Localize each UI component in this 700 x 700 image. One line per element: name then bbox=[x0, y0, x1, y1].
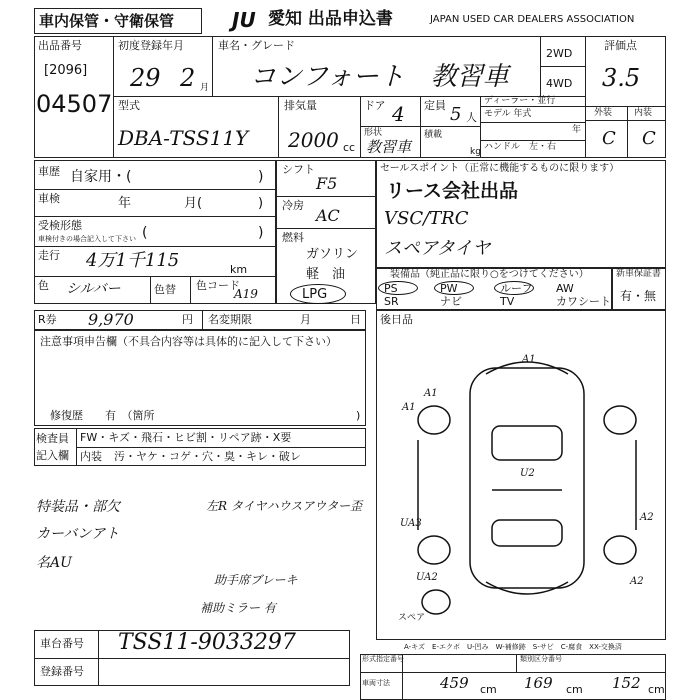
damage-mark-left-door: UA3 bbox=[400, 518, 422, 529]
inspector-row2-label: 内装 bbox=[80, 450, 102, 463]
color-label: 色 bbox=[38, 279, 49, 292]
later-items-label: 後日品 bbox=[380, 313, 413, 326]
remark-right-2: 助手席ブレーキ bbox=[214, 573, 298, 587]
equipment-item: ナビ bbox=[440, 295, 462, 308]
exterior-grade: C bbox=[602, 128, 616, 149]
fuel-label: 燃料 bbox=[282, 231, 304, 244]
equipment-item: ルーフ bbox=[500, 282, 533, 295]
recycle-label: R券 bbox=[38, 313, 57, 326]
color-code-value: A19 bbox=[234, 287, 258, 301]
sales-point-line3: スペアタイヤ bbox=[384, 238, 491, 259]
equipment-item: TV bbox=[500, 295, 515, 308]
spare-label: スペア bbox=[398, 613, 426, 623]
model-year-unit: 年 bbox=[572, 125, 582, 135]
sales-point-line1: リース会社出品 bbox=[386, 180, 519, 202]
damage-legend: A-キズ E-エクボ U-凹み W-補修跡 S-サビ C-腐食 XX-交換済 bbox=[404, 643, 622, 651]
equipment-item: AW bbox=[556, 282, 574, 295]
inspection-label: 車検 bbox=[38, 192, 60, 205]
dealer-label: ディーラー・並行 bbox=[484, 96, 556, 106]
receive-open: ( bbox=[142, 225, 148, 241]
car-rear-window bbox=[492, 520, 562, 546]
name-change-day: 日 bbox=[350, 313, 361, 326]
recycle-row bbox=[34, 310, 366, 330]
receive-note: 車検付きの場合記入して下さい bbox=[38, 235, 136, 243]
equipment-circle bbox=[494, 281, 534, 295]
spare-tire-icon bbox=[422, 590, 450, 614]
name-change-label: 名変期限 bbox=[208, 313, 252, 326]
brand-english: JAPAN USED CAR DEALERS ASSOCIATION bbox=[430, 14, 635, 25]
equipment-circle bbox=[378, 281, 418, 295]
yen-unit: 円 bbox=[182, 313, 193, 326]
door-value: 4 bbox=[392, 102, 405, 126]
load-label: 積載 bbox=[424, 130, 443, 140]
inspector-row1: FW・キズ・飛石・ヒビ割・リペア跡・X要 bbox=[80, 431, 292, 444]
first-reg-label: 初度登録年月 bbox=[118, 39, 184, 52]
grade-label: 評価点 bbox=[604, 39, 637, 52]
declaration-label: 注意事項申告欄（不具合内容等は具体的に記入して下さい） bbox=[40, 335, 337, 348]
inspector-label-2: 記入欄 bbox=[36, 449, 69, 462]
displacement-unit: cc bbox=[343, 141, 356, 154]
equipment-item: PS bbox=[384, 282, 398, 295]
receive-close: ) bbox=[258, 225, 264, 241]
interior-label: 内装 bbox=[634, 108, 653, 118]
recycle-amount: 9,970 bbox=[88, 310, 134, 329]
grade-value: 3.5 bbox=[602, 64, 641, 92]
inspector-label-1: 検査員 bbox=[36, 432, 69, 445]
shape-label: 形状 bbox=[364, 128, 383, 138]
car-damage-diagram bbox=[396, 340, 658, 630]
remark-left-3: 名AU bbox=[36, 555, 72, 571]
model-label: 車名・グレード bbox=[218, 39, 295, 52]
equipment-label: 装備品（純正品に限り○をつけてください） bbox=[390, 269, 589, 280]
storage-label-box bbox=[34, 8, 202, 34]
damage-mark-front: A1 bbox=[522, 354, 536, 365]
dimension-width: 169 bbox=[524, 674, 553, 692]
mileage-value: 4万1千115 bbox=[86, 250, 180, 271]
remark-right-1: 左R タイヤハウスアウター歪 bbox=[206, 499, 363, 513]
spec-label: 形式指定番号 bbox=[362, 655, 404, 663]
usage-value: 自家用・( bbox=[70, 169, 132, 185]
category-label: 類別区分番号 bbox=[520, 655, 562, 663]
warranty-options: 有・無 bbox=[620, 289, 657, 303]
first-reg-year: 29 bbox=[130, 64, 161, 92]
aircon-value: AC bbox=[316, 206, 340, 225]
fuel-lpg: LPG bbox=[302, 287, 328, 302]
wheel-front-left-icon bbox=[418, 406, 450, 434]
dimension-unit-2: cm bbox=[566, 683, 583, 696]
usage-label: 車歴 bbox=[38, 165, 60, 178]
remark-left-2: カーバンアト bbox=[36, 526, 120, 542]
fuel-diesel: 軽 油 bbox=[306, 267, 346, 282]
brand-title: 愛知 出品申込書 bbox=[268, 9, 393, 29]
repair-label: 修復歴 有 （箇所 bbox=[50, 409, 155, 422]
receive-label: 受検形態 bbox=[38, 219, 82, 232]
sales-point-label: セールスポイント（正常に機能するものに限ります） bbox=[380, 163, 620, 174]
inspection-year-unit: 年 bbox=[118, 196, 132, 211]
drive-4wd: 4WD bbox=[546, 77, 573, 90]
fuel-gasoline: ガソリン bbox=[306, 247, 359, 262]
type-label: 型式 bbox=[118, 99, 140, 112]
inspector-row2: 汚・ヤケ・コゲ・穴・臭・キレ・破レ bbox=[114, 450, 301, 463]
damage-mark-rr: A2 bbox=[630, 576, 644, 587]
warranty-label: 新車保証書 bbox=[616, 269, 662, 279]
equipment-item: SR bbox=[384, 295, 399, 308]
inspection-close: ) bbox=[258, 196, 264, 211]
wheel-rear-right-icon bbox=[604, 536, 636, 564]
drive-2wd: 2WD bbox=[546, 47, 573, 60]
storage-label: 車内保管・守衛保管 bbox=[39, 12, 175, 30]
displacement-value: 2000 bbox=[288, 128, 339, 152]
color-code-label: 色コード bbox=[196, 279, 240, 292]
door-label: ドア bbox=[364, 99, 386, 112]
exterior-label: 外装 bbox=[594, 108, 613, 118]
dimension-unit-1: cm bbox=[480, 683, 497, 696]
capacity-unit: 人 bbox=[466, 111, 477, 124]
damage-mark-roof: U2 bbox=[520, 468, 535, 479]
mileage-unit: km bbox=[230, 263, 248, 276]
equipment-item: カワシート bbox=[556, 295, 611, 308]
model-year-label: モデル 年式 bbox=[484, 109, 532, 119]
color-change-label: 色替 bbox=[154, 283, 176, 296]
capacity-label: 定員 bbox=[424, 99, 446, 112]
damage-mark-fl: A1 bbox=[424, 388, 438, 399]
repair-close: ) bbox=[356, 409, 361, 422]
interior-grade: C bbox=[642, 128, 656, 149]
damage-mark-left: A1 bbox=[402, 402, 416, 413]
color-value: シルバー bbox=[66, 281, 121, 297]
model-name: コンフォート 教習車 bbox=[250, 62, 509, 92]
dimension-length: 459 bbox=[440, 674, 469, 692]
listing-prefix: [2096] bbox=[44, 63, 88, 78]
size-label: 車両寸法 bbox=[362, 679, 390, 687]
damage-mark-rl: UA2 bbox=[416, 572, 438, 583]
listing-number: 04507 bbox=[36, 90, 113, 118]
mileage-label: 走行 bbox=[38, 249, 60, 262]
remark-left-1: 特装品・部欠 bbox=[36, 499, 120, 515]
sales-point-line2: VSC/TRC bbox=[384, 208, 469, 229]
dimension-unit-3: cm bbox=[648, 683, 665, 696]
shift-value: F5 bbox=[316, 174, 338, 193]
dimension-height: 152 bbox=[612, 674, 641, 692]
chassis-label: 車台番号 bbox=[40, 637, 84, 650]
first-reg-month: 2 bbox=[180, 64, 196, 92]
displacement-label: 排気量 bbox=[284, 99, 317, 112]
inspection-month-unit: 月( bbox=[184, 196, 203, 211]
capacity-value: 5 bbox=[450, 104, 462, 125]
handle-label: ハンドル 左・右 bbox=[484, 142, 557, 152]
equipment-item: PW bbox=[440, 282, 458, 295]
shift-label: シフト bbox=[282, 163, 315, 176]
chassis-value: TSS11-9033297 bbox=[118, 630, 296, 655]
type-value: DBA-TSS11Y bbox=[118, 126, 249, 150]
registration-label: 登録番号 bbox=[40, 665, 84, 678]
damage-mark-right: A2 bbox=[640, 512, 654, 523]
wheel-rear-left-icon bbox=[418, 536, 450, 564]
equipment-circle bbox=[434, 281, 474, 295]
name-change-month: 月 bbox=[300, 313, 311, 326]
wheel-front-right-icon bbox=[604, 406, 636, 434]
shape-value: 教習車 bbox=[366, 138, 412, 156]
ju-logo: JU bbox=[232, 8, 256, 32]
aircon-label: 冷房 bbox=[282, 199, 304, 212]
listing-number-label: 出品番号 bbox=[38, 39, 82, 52]
load-unit: kg bbox=[470, 147, 481, 157]
remark-right-3: 補助ミラー 有 bbox=[200, 601, 276, 615]
usage-close: ) bbox=[258, 169, 264, 185]
car-windshield bbox=[492, 426, 562, 460]
month-unit: 月 bbox=[200, 83, 210, 93]
